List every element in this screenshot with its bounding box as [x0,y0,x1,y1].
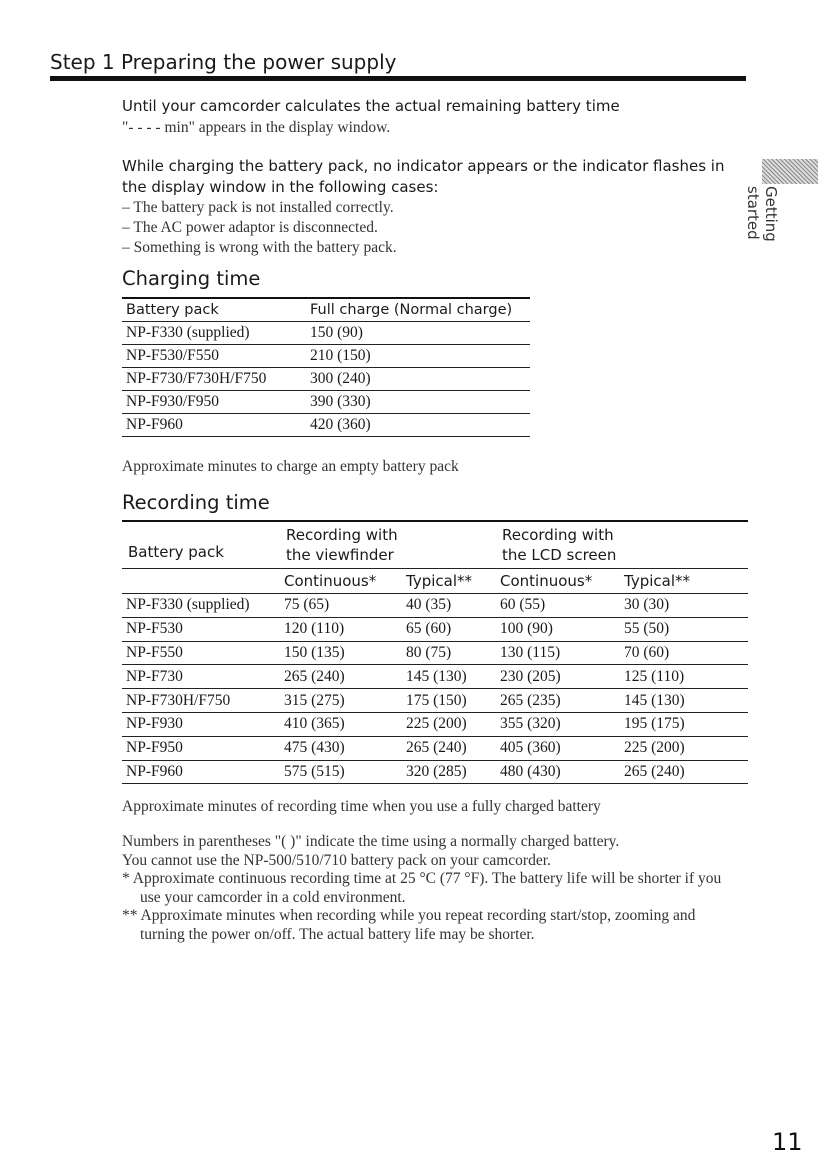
case-item: – Something is wrong with the battery pack. [122,239,397,256]
page-title: Step 1 Preparing the power supply [50,50,397,74]
table-cell: 80 (75) [406,643,452,661]
table-cell: 210 (150) [310,347,371,364]
table-cell: NP-F730/F730H/F750 [126,370,267,387]
table-row [122,737,748,761]
table-cell: 75 (65) [284,596,330,614]
table-cell: 405 (360) [500,739,561,757]
table-cell: 150 (135) [284,643,345,661]
table-cell: 320 (285) [406,762,467,780]
table-group-header [122,522,748,568]
table-row [122,761,748,785]
footnote-paragraph: You cannot use the NP-500/510/710 battery pack on your camcorder. [122,851,551,869]
group-header-lcd [502,525,616,565]
table-cell: 195 (175) [624,715,685,733]
table-cell: 175 (150) [406,691,467,709]
table-cell: NP-F930 [126,715,183,733]
group-header-line: the viewfinder [286,546,394,564]
title-rule [50,76,746,81]
intro-line-2: "- - - - min" appears in the display window. [122,119,391,136]
cases-line-2: the display window in the following cases: [122,178,439,196]
table-cell: 70 (60) [624,643,670,661]
side-tab-marker [762,159,818,184]
table-cell: NP-F530 [126,620,183,638]
column-header: Typical** [624,572,690,590]
table-cell: 230 (205) [500,667,561,685]
table-cell: 120 (110) [284,620,345,638]
table-cell: NP-F730 [126,667,183,685]
table-cell: 420 (360) [310,416,371,433]
table-cell: 480 (430) [500,762,561,780]
table-cell: NP-F330 (supplied) [126,596,250,614]
table-cell: 225 (200) [624,739,685,757]
column-header: Continuous* [500,572,593,590]
intro-line-1: Until your camcorder calculates the actual remaining battery time [122,97,620,115]
table-row [122,665,748,689]
table-cell: 300 (240) [310,370,371,387]
table-cell: NP-F550 [126,643,183,661]
table-row [122,618,748,642]
table-cell: 475 (430) [284,739,345,757]
table-cell: NP-F930/F950 [126,393,220,410]
recording-time-note: Approximate minutes of recording time when you use a fully charged battery [122,798,601,815]
recording-time-table [122,520,748,784]
case-item: – The AC power adaptor is disconnected. [122,219,378,236]
charging-time-heading: Charging time [122,267,261,290]
table-cell: 125 (110) [624,667,685,685]
side-tab-label: Getting started [744,186,780,242]
column-header: Continuous* [284,572,377,590]
table-cell: 30 (30) [624,596,670,614]
page-number: 11 [772,1128,803,1156]
group-header-line: Recording with [502,526,614,544]
table-cell: 355 (320) [500,715,561,733]
charging-time-table [122,297,530,437]
table-row [122,368,530,391]
case-item: – The battery pack is not installed correctly. [122,199,394,216]
table-header-row [122,299,530,322]
table-cell: 145 (130) [406,667,467,685]
column-header: Battery pack [126,302,219,318]
footnote-double-asterisk: ** Approximate minutes when recording while you repeat recording start/stop, zooming and turning the power on/off. The actual battery life may be shorter. [122,907,696,943]
table-subheader-row [122,568,748,594]
cases-line-1: While charging the battery pack, no indicator appears or the indicator flashes in [122,157,725,175]
table-cell: NP-F330 (supplied) [126,324,250,341]
group-header-line: the LCD screen [502,546,617,564]
table-cell: 145 (130) [624,691,685,709]
footnote-paragraph: Numbers in parentheses "( )" indicate the time using a normally charged battery. [122,833,620,850]
table-cell: 575 (515) [284,762,345,780]
column-header: Full charge (Normal charge) [310,302,513,318]
table-row [122,391,530,414]
footnotes [122,833,742,944]
group-header-line: Recording with [286,526,398,544]
table-cell: 40 (35) [406,596,452,614]
recording-time-heading: Recording time [122,491,270,514]
table-cell: 225 (200) [406,715,467,733]
table-cell: NP-F730H/F750 [126,691,231,709]
table-cell: NP-F960 [126,762,183,780]
table-row [122,689,748,713]
intro-paragraph [122,96,742,138]
table-row [122,642,748,666]
table-cell: NP-F950 [126,739,183,757]
table-cell: 60 (55) [500,596,546,614]
table-cell: 265 (240) [624,762,685,780]
column-header: Battery pack [128,543,224,561]
table-cell: 100 (90) [500,620,553,638]
table-row [122,322,530,345]
table-cell: 315 (275) [284,691,345,709]
table-cell: 55 (50) [624,620,670,638]
table-cell: NP-F960 [126,416,183,433]
table-cell: 130 (115) [500,643,561,661]
table-cell: NP-F530/F550 [126,347,220,364]
table-cell: 265 (235) [500,691,561,709]
table-cell: 65 (60) [406,620,452,638]
group-header-viewfinder [286,525,398,565]
column-header: Typical** [406,572,472,590]
footnote-single-asterisk: * Approximate continuous recording time at 25 °C (77 °F). The battery life will be shorter if you use your camcorder in a cold environment. [122,870,722,906]
table-cell: 410 (365) [284,715,345,733]
table-cell: 265 (240) [284,667,345,685]
charging-cases-paragraph [122,156,742,258]
table-row [122,594,748,618]
table-row [122,713,748,737]
table-row [122,345,530,368]
table-cell: 265 (240) [406,739,467,757]
charging-time-note: Approximate minutes to charge an empty battery pack [122,458,459,475]
table-row [122,414,530,437]
table-cell: 150 (90) [310,324,363,341]
table-cell: 390 (330) [310,393,371,410]
